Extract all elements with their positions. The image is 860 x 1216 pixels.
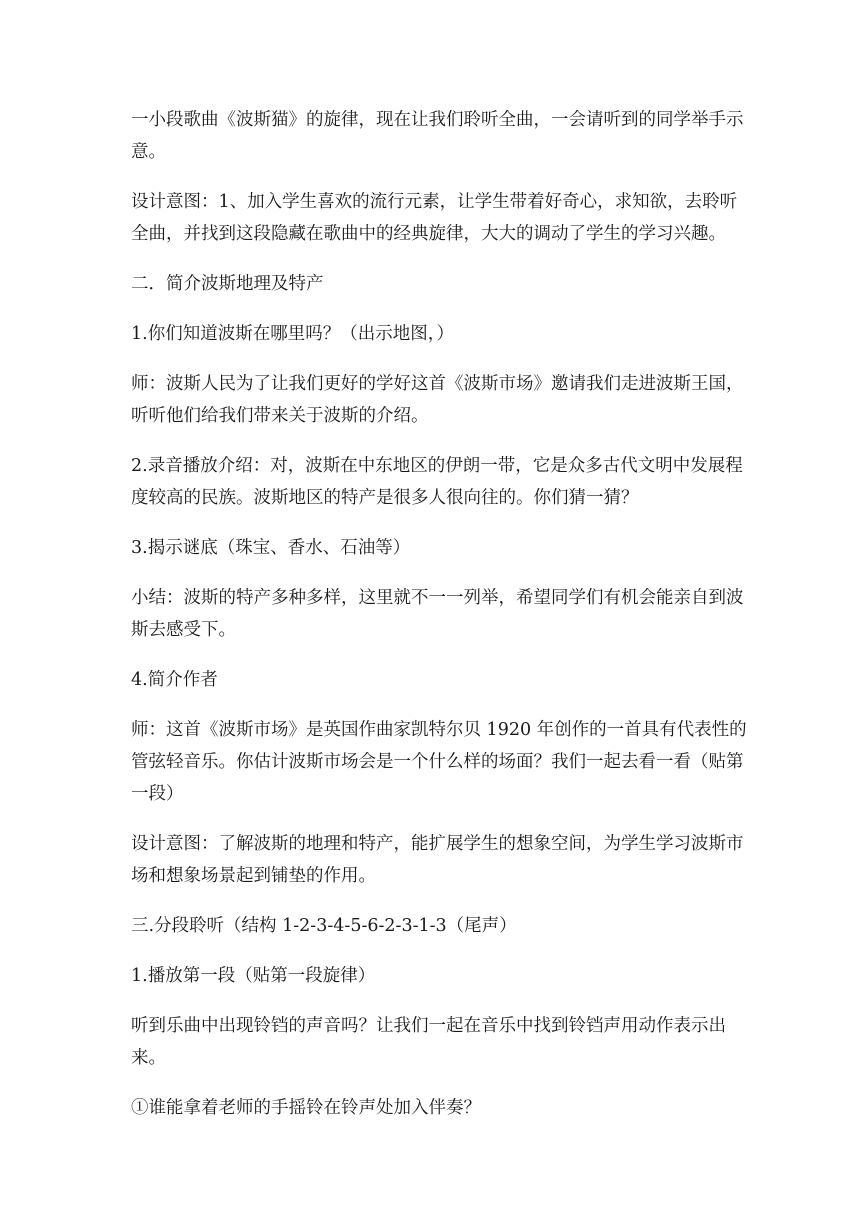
text-line: 1.你们知道波斯在哪里吗？（出示地图，）	[131, 324, 454, 344]
text-line: 2.录音播放介绍：对，波斯在中东地区的伊朗一带，它是众多古代文明中发展程	[131, 456, 743, 476]
text-line: 二．简介波斯地理及特产	[131, 274, 324, 294]
text-line: 意。	[131, 142, 166, 162]
text-line: 听到乐曲中出现铃铛的声音吗？让我们一起在音乐中找到铃铛声用动作表示出	[131, 1016, 726, 1036]
text-line: 斯去感受下。	[131, 620, 236, 640]
text-line: 来。	[131, 1048, 166, 1068]
list-item	[131, 450, 747, 514]
text-line: 听听他们给我们带来关于波斯的介绍。	[131, 406, 429, 426]
list-item	[131, 318, 747, 350]
document-body	[131, 104, 747, 1142]
text-line: 小结：波斯的特产多种多样，这里就不一一列举，希望同学们有机会能亲自到波	[131, 588, 744, 608]
text-line: 度较高的民族。波斯地区的特产是很多人很向往的。你们猜一猜？	[131, 488, 639, 508]
text-line: 一段）	[131, 784, 184, 804]
list-item	[131, 532, 747, 564]
text-line: 3.揭示谜底（珠宝、香水、石油等）	[131, 538, 411, 558]
text-line: 设计意图：了解波斯的地理和特产，能扩展学生的想象空间，为学生学习波斯市	[131, 834, 744, 854]
list-item	[131, 664, 747, 696]
text-line: 师：这首《波斯市场》是英国作曲家凯特尔贝 1920 年创作的一首具有代表性的	[131, 720, 747, 740]
design-intent-paragraph	[131, 186, 747, 250]
section-heading	[131, 910, 747, 942]
text-line: 场和想象场景起到铺垫的作用。	[131, 866, 376, 886]
text-line: 师：波斯人民为了让我们更好的学好这首《波斯市场》邀请我们走进波斯王国，	[131, 374, 744, 394]
paragraph	[131, 714, 747, 810]
summary-paragraph	[131, 582, 747, 646]
paragraph	[131, 1010, 747, 1074]
paragraph	[131, 368, 747, 432]
text-line: ①谁能拿着老师的手摇铃在铃声处加入伴奏？	[131, 1098, 481, 1118]
list-item	[131, 1092, 747, 1124]
text-line: 1.播放第一段（贴第一段旋律）	[131, 966, 376, 986]
section-heading	[131, 268, 747, 300]
text-line: 设计意图：1、加入学生喜欢的流行元素，让学生带着好奇心，求知欲，去聆听	[131, 192, 738, 212]
list-item	[131, 960, 747, 992]
text-line: 全曲，并找到这段隐藏在歌曲中的经典旋律，大大的调动了学生的学习兴趣。	[131, 224, 726, 244]
text-line: 管弦轻音乐。你估计波斯市场会是一个什么样的场面？我们一起去看一看（贴第	[131, 752, 744, 772]
text-line: 4.简介作者	[131, 670, 218, 690]
paragraph	[131, 104, 747, 168]
text-line: 三.分段聆听（结构 1-2-3-4-5-6-2-3-1-3（尾声）	[131, 916, 517, 936]
design-intent-paragraph	[131, 828, 747, 892]
text-line: 一小段歌曲《波斯猫》的旋律，现在让我们聆听全曲，一会请听到的同学举手示	[131, 110, 744, 130]
